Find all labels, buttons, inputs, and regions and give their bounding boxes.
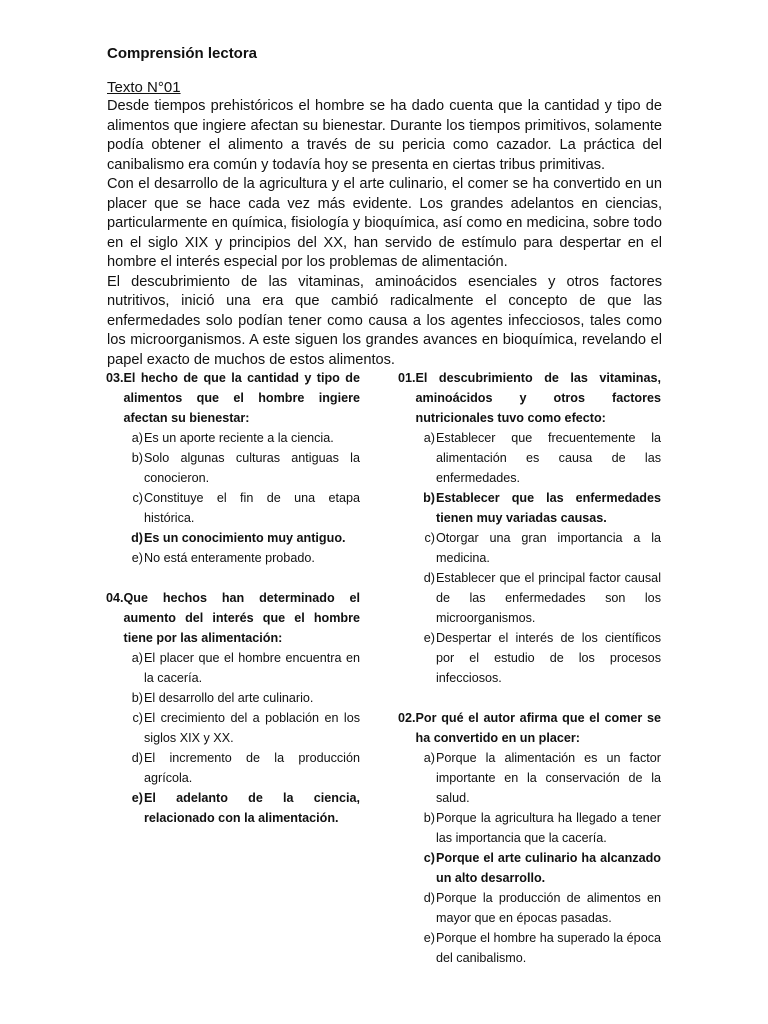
- question-stem: [398, 708, 661, 748]
- option-text: Porque la producción de alimentos en mayor que en épocas pasadas.: [436, 891, 661, 925]
- question-item: [106, 368, 360, 568]
- option-text: Establecer que las enfermedades tienen muy variadas causas.: [436, 491, 661, 525]
- option-letter: c): [132, 711, 143, 725]
- passage-paragraph: Con el desarrollo de la agricultura y el arte culinario, el comer se ha convertido en un placer que se hace cada vez más evidente. Los grandes adelantos en ciencias, particularmente en química, fisiología y bioquímica, así como en medicina, sobre todo en el siglo XIX y principios del XX, han servido de estímulo para despertar en el hombre el interés especial por los problemas de alimentación.: [107, 176, 662, 270]
- option-text: Porque la alimentación es un factor importante en la conservación de la salud.: [436, 751, 661, 805]
- text-label: Texto N°01: [107, 79, 181, 96]
- option-letter: d): [131, 531, 143, 545]
- answer-option: [398, 888, 661, 928]
- answer-option: [398, 928, 661, 968]
- answer-option: [106, 748, 360, 788]
- questions-left-column: [106, 368, 360, 848]
- answer-option: [106, 528, 360, 548]
- question-number: 02.: [398, 711, 416, 725]
- answer-option: [106, 708, 360, 748]
- option-letter: a): [423, 751, 435, 765]
- option-text: Porque el hombre ha superado la época del canibalismo.: [436, 931, 661, 965]
- passage-paragraph: El descubrimiento de las vitaminas, aminoácidos esenciales y otros factores nutritivos, inició una era que cambió radicalmente el concepto de que las enfermedades solo podían tener como causa a los agentes infecciosos, tales como los microorganismos. A este siguen los grandes avances en bioquímica, revelando el papel exacto de muchos de estos alimentos.: [107, 273, 662, 368]
- reading-passage: [107, 97, 662, 370]
- answer-options: [106, 428, 360, 568]
- answer-option: [398, 568, 661, 628]
- option-letter: e): [423, 631, 435, 645]
- option-text: El desarrollo del arte culinario.: [144, 691, 314, 705]
- option-text: El placer que el hombre encuentra en la cacería.: [144, 651, 360, 685]
- question-text: El descubrimiento de las vitaminas, aminoácidos y otros factores nutricionales tuvo como efecto:: [415, 371, 661, 425]
- option-letter: b): [131, 451, 143, 465]
- option-text: Es un aporte reciente a la ciencia.: [144, 431, 334, 445]
- option-letter: e): [423, 931, 435, 945]
- option-letter: b): [131, 691, 143, 705]
- answer-option: [398, 848, 661, 888]
- answer-option: [106, 448, 360, 488]
- option-text: El incremento de la producción agrícola.: [144, 751, 360, 785]
- passage-paragraph: Desde tiempos prehistóricos el hombre se ha dado cuenta que la cantidad y tipo de alimentos que ingiere afectan su bienestar. Durante los tiempos primitivos, solamente podía obtener el alimento a través de su pericia como cazador. La práctica del canibalismo era común y todavía hoy se presenta en ciertas tribus primitivas.: [107, 98, 662, 173]
- question-item: [398, 708, 661, 968]
- option-letter: c): [423, 851, 435, 865]
- option-letter: a): [131, 431, 143, 445]
- option-letter: c): [424, 531, 435, 545]
- answer-option: [398, 488, 661, 528]
- question-text: Que hechos han determinado el aumento del interés que el hombre tiene por las alimentación:: [123, 591, 360, 645]
- option-text: Establecer que frecuentemente la alimentación es causa de las enfermedades.: [436, 431, 661, 485]
- answer-option: [398, 428, 661, 488]
- option-text: Porque el arte culinario ha alcanzado un alto desarrollo.: [436, 851, 661, 885]
- document-title: Comprensión lectora: [107, 45, 258, 62]
- option-letter: a): [423, 431, 435, 445]
- option-text: Es un conocimiento muy antiguo.: [144, 531, 346, 545]
- option-text: No está enteramente probado.: [144, 551, 315, 565]
- question-number: 03.: [106, 371, 124, 385]
- question-text: Por qué el autor afirma que el comer se ha convertido en un placer:: [415, 711, 661, 745]
- questions-right-column: [398, 368, 661, 988]
- answer-option: [106, 548, 360, 568]
- answer-option: [106, 688, 360, 708]
- answer-option: [106, 788, 360, 828]
- question-item: [106, 588, 360, 828]
- option-letter: b): [423, 491, 435, 505]
- option-text: Porque la agricultura ha llegado a tener las importancia que la cacería.: [436, 811, 661, 845]
- option-letter: a): [131, 651, 143, 665]
- answer-option: [398, 808, 661, 848]
- option-letter: d): [423, 571, 435, 585]
- answer-option: [398, 748, 661, 808]
- question-number: 01.: [398, 371, 416, 385]
- answer-options: [106, 648, 360, 828]
- option-letter: c): [132, 491, 143, 505]
- option-text: El crecimiento del a población en los siglos XIX y XX.: [144, 711, 360, 745]
- option-letter: d): [131, 751, 143, 765]
- answer-options: [398, 428, 661, 688]
- answer-options: [398, 748, 661, 968]
- question-stem: [106, 588, 360, 648]
- option-text: Otorgar una gran importancia a la medicina.: [436, 531, 661, 565]
- question-text: El hecho de que la cantidad y tipo de alimentos que el hombre ingiere afectan su bienestar:: [123, 371, 360, 425]
- option-letter: d): [423, 891, 435, 905]
- question-stem: [398, 368, 661, 428]
- option-letter: b): [423, 811, 435, 825]
- option-text: Constituye el fin de una etapa histórica.: [144, 491, 360, 525]
- question-item: [398, 368, 661, 688]
- option-text: El adelanto de la ciencia, relacionado con la alimentación.: [144, 791, 360, 825]
- answer-option: [106, 648, 360, 688]
- option-text: Solo algunas culturas antiguas la conocieron.: [144, 451, 360, 485]
- option-text: Despertar el interés de los científicos por el estudio de los procesos infecciosos.: [436, 631, 661, 685]
- answer-option: [106, 488, 360, 528]
- option-letter: e): [131, 551, 143, 565]
- question-number: 04.: [106, 591, 124, 605]
- option-text: Establecer que el principal factor causal de las enfermedades son los microorganismos.: [436, 571, 661, 625]
- answer-option: [398, 628, 661, 688]
- question-stem: [106, 368, 360, 428]
- answer-option: [106, 428, 360, 448]
- option-letter: e): [131, 791, 143, 805]
- answer-option: [398, 528, 661, 568]
